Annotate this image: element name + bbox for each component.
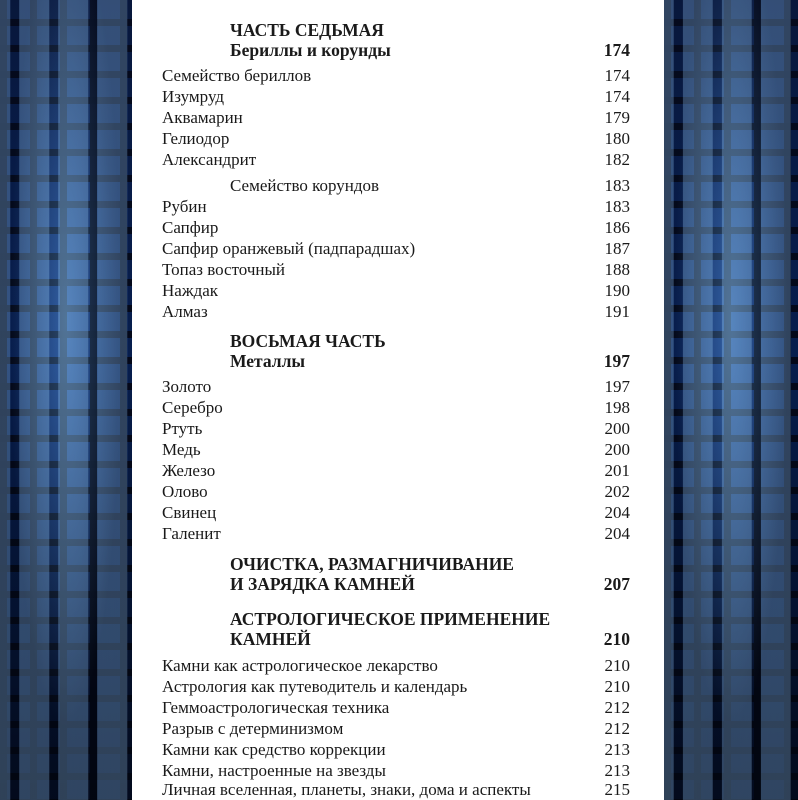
page-number: 212 xyxy=(604,719,630,738)
page-number: 183 xyxy=(604,197,630,216)
page-number: 213 xyxy=(604,740,630,759)
page-number: 174 xyxy=(603,40,630,60)
page-number: 200 xyxy=(604,440,630,459)
page-number: 179 xyxy=(604,108,630,127)
page-number: 197 xyxy=(603,351,630,371)
page-number: 186 xyxy=(604,218,630,237)
page-number: 213 xyxy=(604,761,630,780)
page-number: 207 xyxy=(603,574,630,594)
page-number: 204 xyxy=(604,503,630,522)
page-number: 215 xyxy=(604,780,630,799)
page-number: 174 xyxy=(604,87,630,106)
background-left-grid xyxy=(0,0,132,800)
page-number: 197 xyxy=(604,377,630,396)
page-number: 180 xyxy=(604,129,630,148)
page-number: 183 xyxy=(604,176,630,195)
page-number: 210 xyxy=(604,656,630,675)
page-number: 190 xyxy=(604,281,630,300)
page-number: 188 xyxy=(604,260,630,279)
page-number: 210 xyxy=(604,677,630,696)
page-number: 198 xyxy=(604,398,630,417)
page-number: 191 xyxy=(604,302,630,321)
page-number: 200 xyxy=(604,419,630,438)
page-number: 210 xyxy=(603,629,630,649)
page-number: 187 xyxy=(604,239,630,258)
page-number: 182 xyxy=(604,150,630,169)
table-of-contents-page: ЧАСТЬ СЕДЬМАЯ Бериллы и корунды 174 Семейство бериллов 174 Изумруд 174 Аквамарин 179 Гелиодор 180 Александрит 182 Семейство корундов 183 Рубин 183 Сапфир 186 Сапфир оранжевый (падпарадшах) 187 Топаз восточный 188 Наждак 190 Алмаз 191 ВОСЬМАЯ ЧАСТЬ Металлы 197 Золото 197 Серебро 198 Ртуть 200 Медь 200 Железо 201 Олово 202 Свинец 204 Галенит 204 ОЧИСТКА, РАЗМАГНИЧИВАНИЕ И ЗАРЯДКА КАМНЕЙ 207 АСТРОЛОГИЧЕСКОЕ ПРИМЕНЕНИЕ КАМНЕЙ 210 Камни как астрологическое лекарство 210 Астрология как путеводитель и календарь 210 Геммоастрологическая техника 212 Разрыв с детерминизмом 212 Камни как средство коррекции 213 Камни, настроенные на звезды 213 Личная вселенная, планеты, знаки, дома и аспекты 215 xyxy=(132,0,664,800)
page-number: 174 xyxy=(604,66,630,85)
page-number: 204 xyxy=(604,524,630,543)
background-right-grid xyxy=(664,0,798,800)
page-number: 201 xyxy=(604,461,630,480)
page-number: 212 xyxy=(604,698,630,717)
page-number: 202 xyxy=(604,482,630,501)
